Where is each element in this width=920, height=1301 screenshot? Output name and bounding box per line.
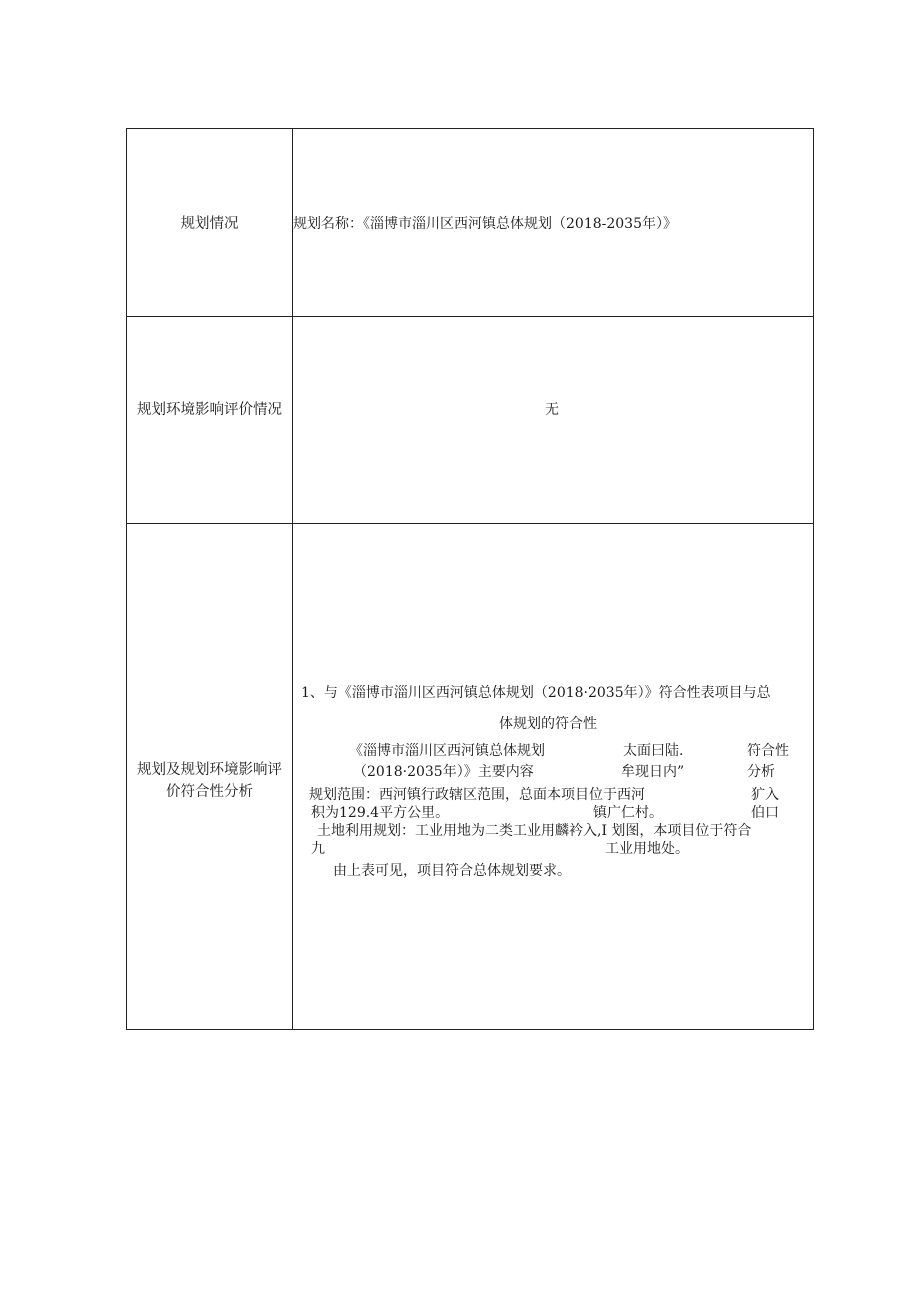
row2-col1-line2: 九: [311, 841, 325, 857]
row-planning-eia: [127, 317, 813, 524]
row1-col3-line1: 犷入: [751, 787, 779, 803]
col1-header-line1: 《淄博市淄川区西河镇总体规划: [349, 743, 545, 759]
analysis-conclusion: 由上表可见，项目符合总体规划要求。: [333, 863, 571, 879]
row1-col1-line1: 规划范围：西河镇行政辖区范围，总面本项目位于西河: [309, 787, 645, 803]
col3-header-line1: 符合性: [747, 743, 789, 759]
row-conformity-analysis: [127, 524, 813, 1031]
row2-col2-line2: 工业用地处。: [605, 841, 689, 857]
col3-header-line2: 分析: [747, 764, 775, 780]
col2-header-line2: 牟现日内”: [621, 764, 685, 780]
row1-col2-line2: 镇广仁村。: [593, 805, 663, 821]
planning-eia-content-cell: [293, 317, 813, 523]
col1-header-line2: （2018·2035年）》主要内容: [353, 764, 534, 780]
row2-col1-line1: 土地利用规划：工业用地为二类工业用麟衿入,I 划图，本项目位于符合: [317, 823, 752, 839]
row1-col1-line2: 积为129.4平方公里。: [311, 805, 450, 821]
planning-status-label: 规划情况: [180, 216, 239, 232]
analysis-intro-line2: 体规划的符合性: [499, 716, 597, 732]
row1-col3-line2: 伯口: [751, 805, 779, 821]
planning-table: [126, 128, 814, 1030]
col2-header-line1: 太面曰陆.: [623, 743, 684, 759]
analysis-intro-line1: 1、与《淄博市淄川区西河镇总体规划（2018·2035年）》符合性表项目与总: [301, 685, 771, 701]
planning-eia-label: 规划环境影响评价情况: [137, 402, 282, 418]
conformity-analysis-label: [127, 759, 292, 803]
conformity-label-line2: 价符合性分析: [166, 784, 253, 800]
planning-name-text: 规划名称：《淄博市淄川区西河镇总体规划（2018-2035年）》: [293, 216, 677, 232]
conformity-analysis-content-cell: [293, 524, 813, 1031]
conformity-label-line1: 规划及规划环境影响评: [137, 762, 282, 778]
planning-eia-value: 无: [545, 402, 559, 418]
planning-status-content-cell: [293, 129, 813, 316]
row-planning-status: [127, 129, 813, 317]
